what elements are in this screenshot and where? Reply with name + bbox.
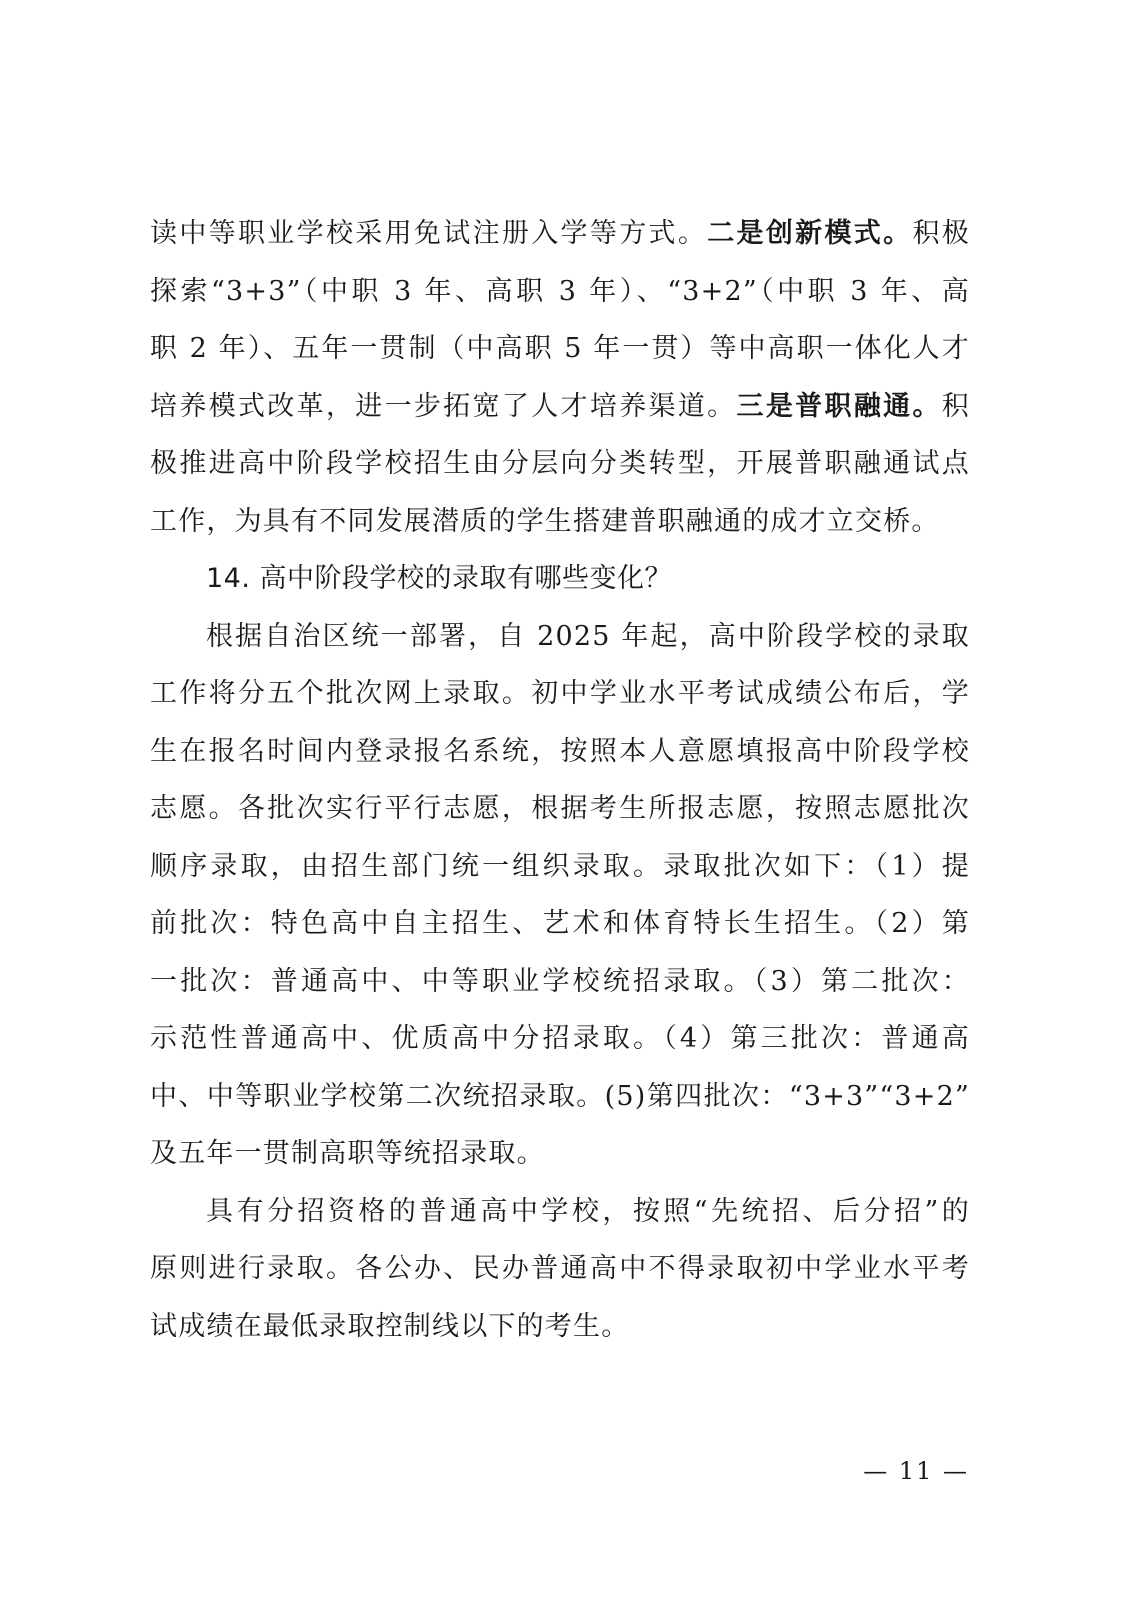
- text-line: 试成绩在最低录取控制线以下的考生。: [150, 1310, 630, 1342]
- text-line: 生在报名时间内登录报名系统，按照本人意愿填报高中阶段学校: [150, 735, 970, 767]
- text-line: 志愿。各批次实行平行志愿，根据考生所报志愿，按照志愿批次: [150, 793, 970, 824]
- section-heading: 14. 高中阶段学校的录取有哪些变化？: [206, 563, 673, 594]
- text-line: 原则进行录取。各公办、民办普通高中不得录取初中学业水平考: [150, 1253, 970, 1284]
- text-line: 根据自治区统一部署，自 2025 年起，高中阶段学校的录取: [206, 620, 970, 652]
- paragraph-admission-rules: [150, 1183, 970, 1356]
- text-run: 读中等职业学校采用免试注册入学等方式。: [150, 218, 708, 249]
- text-line: [150, 205, 970, 263]
- text-line: 职 2 年）、五年一贯制（中高职 5 年一贯）等中高职一体化人才: [150, 333, 970, 364]
- page-number: — 11 —: [863, 1457, 969, 1485]
- bold-phrase-innovation-mode: 二是创新模式。: [707, 218, 913, 249]
- text-line: 示范性普通高中、优质高中分招录取。（4）第三批次：普通高: [150, 1023, 970, 1054]
- text-line: 工作将分五个批次网上录取。初中学业水平考试成绩公布后，学: [150, 678, 970, 709]
- text-run: 积极: [912, 218, 970, 249]
- text-line: 及五年一贯制高职等统招录取。: [150, 1138, 545, 1169]
- bold-phrase-integration: 三是普职融通。: [736, 390, 942, 422]
- paragraph-pathways: [150, 205, 970, 550]
- text-line: [150, 378, 970, 436]
- text-line: 中、中等职业学校第二次统招录取。(5)第四批次：“3+3”“3+2”: [150, 1080, 970, 1112]
- text-run: 培养模式改革，进一步拓宽了人才培养渠道。: [150, 390, 737, 422]
- text-line: 具有分招资格的普通高中学校，按照“先统招、后分招”的: [206, 1195, 970, 1227]
- document-body: [150, 205, 970, 1355]
- text-line: 探索“3+3”（中职 3 年、高职 3 年）、“3+2”（中职 3 年、高: [150, 275, 970, 307]
- text-line: 顺序录取，由招生部门统一组织录取。录取批次如下：（1）提: [150, 850, 970, 882]
- text-line: 前批次：特色高中自主招生、艺术和体育特长生招生。（2）第: [150, 908, 970, 939]
- text-line: 工作，为具有不同发展潜质的学生搭建普职融通的成才立交桥。: [150, 505, 940, 537]
- paragraph-admission-batches: [150, 608, 970, 1183]
- text-run: 积: [941, 390, 970, 422]
- text-line: 一批次：普通高中、中等职业学校统招录取。（3）第二批次：: [150, 965, 970, 997]
- text-line: 极推进高中阶段学校招生由分层向分类转型，开展普职融通试点: [150, 448, 970, 479]
